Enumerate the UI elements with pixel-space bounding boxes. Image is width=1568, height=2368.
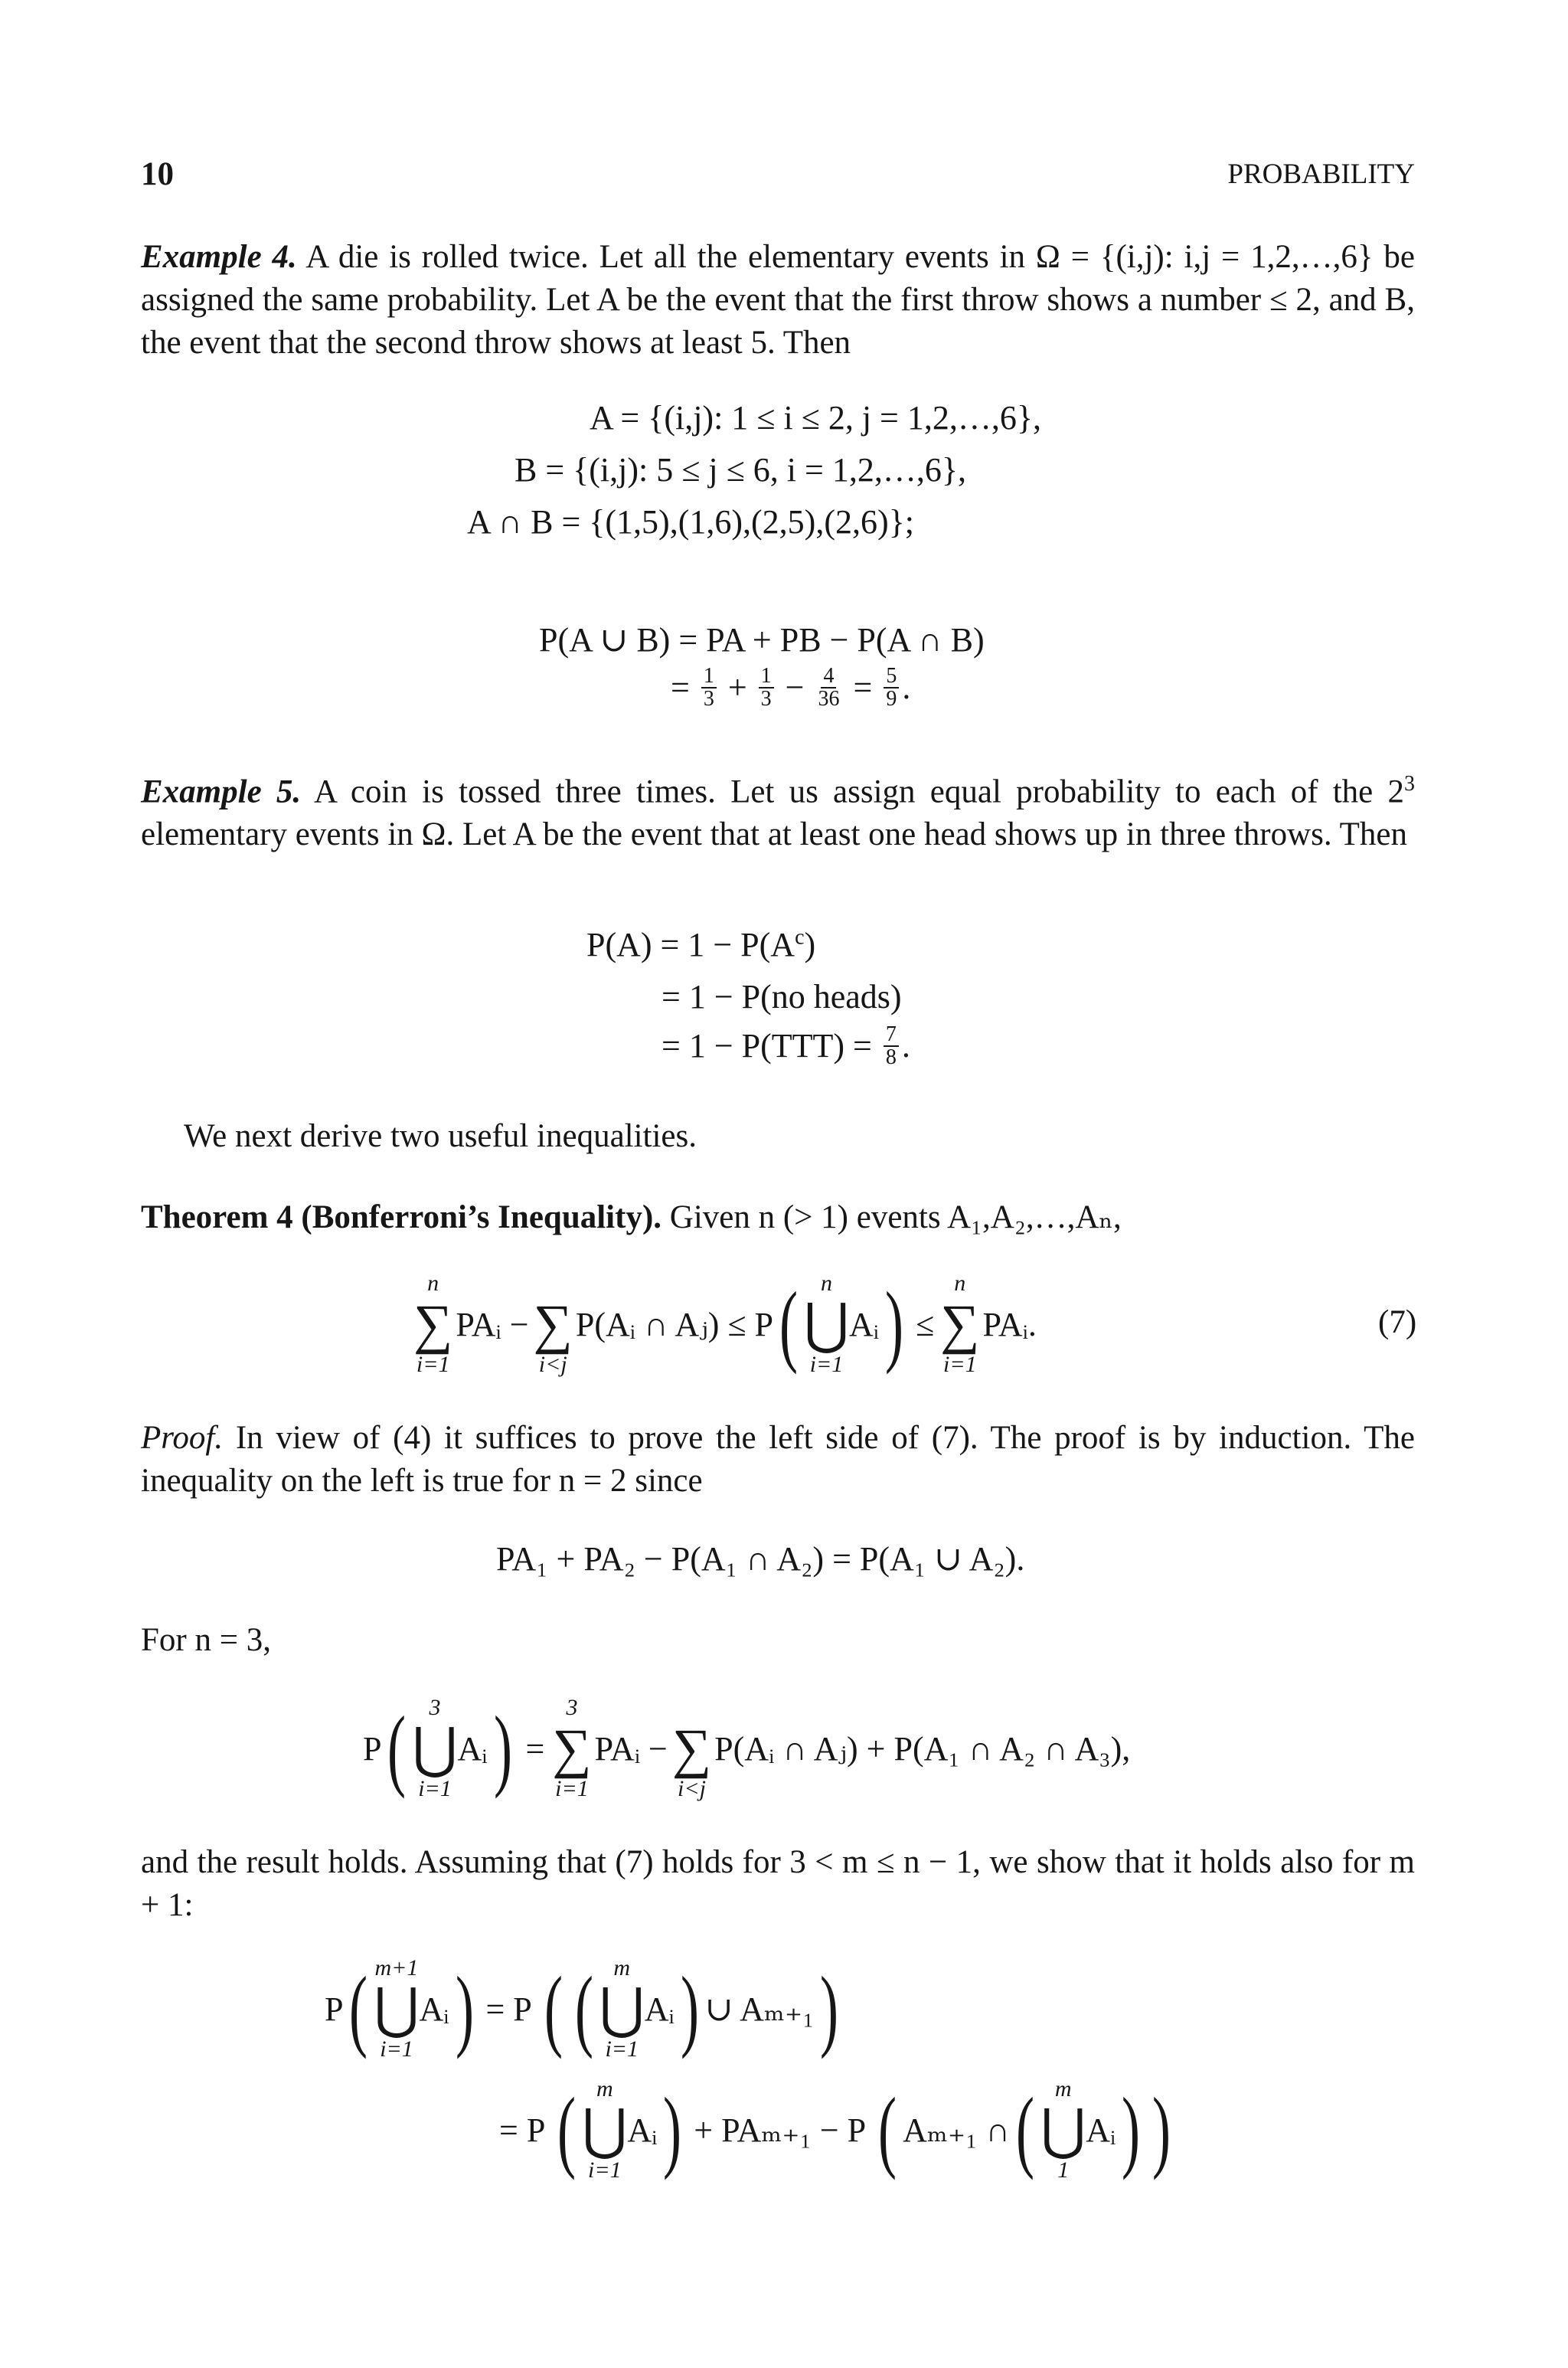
proof-label: Proof. [141, 1420, 224, 1456]
example5-paragraph: Example 5. A coin is tossed three times. Let us assign equal probability to each of the $2^3$ elementary events in Ω. Let A be the event that at least one head shows up in three throws. Then [141, 772, 1415, 853]
proof-paragraph-2: and the result holds. Assuming that (7) holds for 3 < m ≤ n − 1, we show that it holds also for m + 1: [141, 1844, 1415, 1923]
next-text: We next derive two useful inequalities. [184, 1118, 697, 1154]
proof-eq-m1-line1: P ( m+1 ⋃ i=1 Aᵢ ) = P ( ( m ⋃ i=1 Aᵢ ) ∪ Aₘ₊₁ ) [325, 1955, 839, 2062]
eq-set-AB: A ∩ B = {(1,5),(1,6),(2,5),(2,6)}; [467, 503, 914, 541]
for-n3-text: For n = 3, [141, 1622, 271, 1658]
running-head: PROBABILITY [1227, 159, 1415, 190]
proof-eq-n3: P ( 3 ⋃ i=1 Aᵢ ) = 3 ∑ i=1 PAᵢ − ∑ i<j P(Aᵢ ∩ Aⱼ) + P(A₁ ∩ A₂ ∩ A₃), [363, 1695, 1131, 1801]
theorem4-paragraph: Theorem 4 (Bonferroni’s Inequality). Given n (> 1) events A₁,A₂,…,Aₙ, [141, 1199, 1122, 1235]
page-number: 10 [141, 156, 174, 192]
proof-eq-n2: PA₁ + PA₂ − P(A₁ ∩ A₂) = P(A₁ ∪ A₂). [496, 1540, 1025, 1578]
proof-paragraph: Proof. In view of (4) it suffices to prove the left side of (7). The proof is by induction. The inequality on the left is true for n = 2 since [141, 1420, 1416, 1499]
eq-PA-line1: $P(A) = 1 - P(A^c)$ [586, 925, 816, 963]
example5-label: Example 5. [141, 774, 302, 810]
example4-paragraph [141, 236, 1415, 365]
fraction: $\frac{4}{36}$ [818, 663, 840, 711]
eq-set-A: A = {(i,j): 1 ≤ i ≤ 2, j = 1,2,…,6}, [590, 399, 1041, 437]
equation-number: (7) [1378, 1304, 1417, 1340]
fraction: $\frac{1}{3}$ [701, 666, 717, 710]
eq-set-B: B = {(i,j): 5 ≤ j ≤ 6, i = 1,2,…,6}, [514, 451, 966, 489]
fraction: $\frac{5}{9}$ [884, 666, 899, 710]
bonferroni-equation: n ∑ i=1 PAᵢ − ∑ i<j P(Aᵢ ∩ Aⱼ) ≤ P ( n ⋃ i=1 Aᵢ ) ≤ n ∑ i=1 PAᵢ. [413, 1271, 1037, 1377]
example4-label: Example 4. [141, 239, 297, 275]
eq-union-line1: P(A ∪ B) = PA + PB − P(A ∩ B) [539, 621, 985, 659]
eq-PA-line3: = 1 − P(TTT) = $\frac{7}{8}$ . [662, 1022, 910, 1069]
fraction: $\frac{1}{3}$ [759, 666, 774, 710]
eq-PA-line2: = 1 − P(no heads) [662, 978, 902, 1016]
theorem4-label: Theorem 4 (Bonferroni’s Inequality). [141, 1199, 662, 1235]
fraction: $\frac{7}{8}$ [884, 1024, 899, 1068]
example4-text: A die is rolled twice. Let all the elementary events in Ω = {(i,j): i,j = 1,2,…,6} be assigned the same probability. Let A be the event that the first throw shows a number ≤ 2, and B, the event that the second throw shows at least 5. Then [141, 239, 1415, 361]
proof-eq-m1-line2: = P ( m ⋃ i=1 Aᵢ ) + PAₘ₊₁ − P ( Aₘ₊₁ ∩ ( m ⋃ 1 Aᵢ ) ) [499, 2076, 1171, 2183]
eq-union-line2: = $\frac{1}{3}$ + $\frac{1}{3}$ − $\frac{4}{36}$ = $\frac{5}{9}$ . [671, 663, 911, 711]
